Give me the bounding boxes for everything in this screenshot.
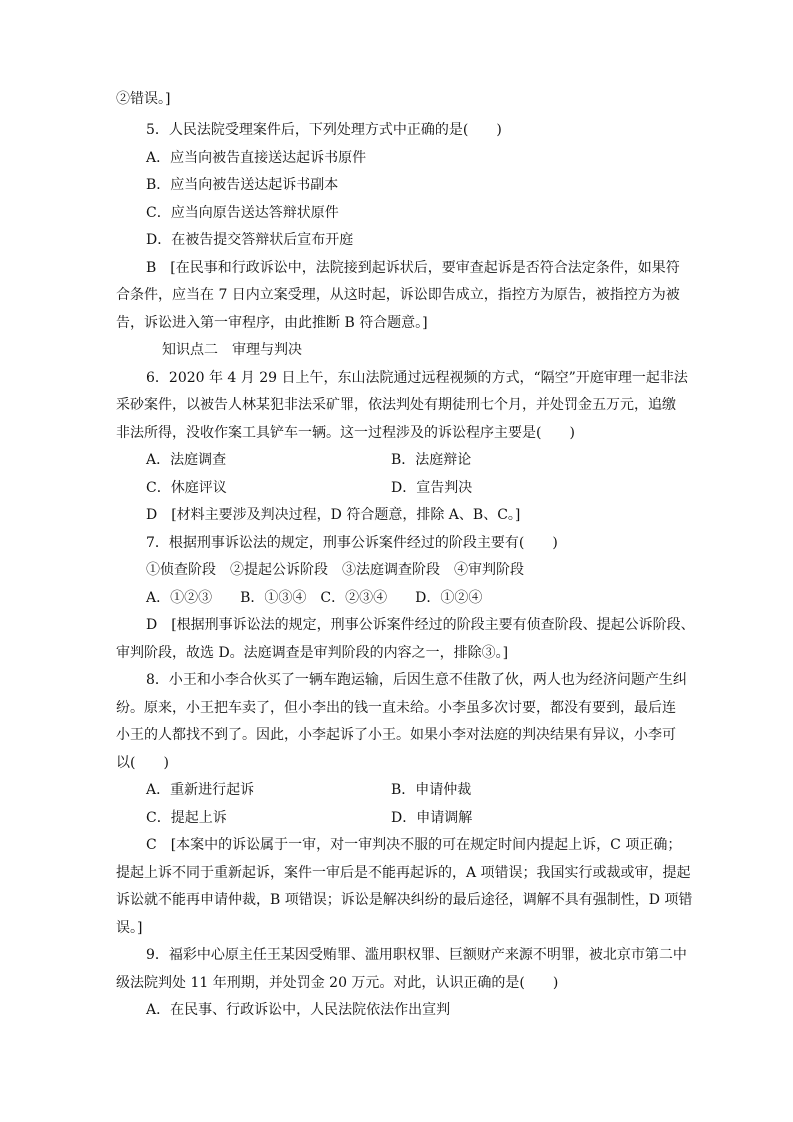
option-d: D．申请调解 — [391, 810, 473, 826]
option-a: A．应当向被告直接送达起诉书原件 — [146, 150, 367, 166]
option-b: B．应当向被告送达起诉书副本 — [146, 177, 339, 193]
question-8: 8．小王和小李合伙买了一辆车跑运输，后因生意不佳散了伙，两人也为经济问题产生纠 — [146, 672, 687, 688]
question-text-line: 纷。原来，小王把车卖了，但小李出的钱一直未给。小李虽多次讨要，都没有要到，最后连 — [116, 700, 676, 716]
answer-7: D [根据刑事诉讼法的规定，刑事公诉案件经过的阶段主要有侦查阶段、提起公诉阶段、 — [146, 617, 695, 633]
text-line: ②错误。] — [116, 91, 171, 107]
question-6: 6．2020 年 4 月 29 日上午，东山法院通过远程视频的方式，“隔空”开庭审理一起非法 — [146, 370, 688, 386]
question-text-line: 采砂案件，以被告人林某犯非法采矿罪，依法判处有期徒刑七个月，并处罚金五万元，追缴 — [116, 397, 676, 413]
section-heading: 知识点二 审理与判决 — [162, 342, 302, 358]
answer-5: B [在民事和行政诉讼中，法院接到起诉状后，要审查起诉是否符合法定条件，如果符 — [146, 260, 680, 276]
question-text-line: 以( ) — [116, 755, 169, 771]
answer-text-line: 告，诉讼进入第一审程序，由此推断 B 符合题意。] — [116, 315, 428, 331]
answer-text-line: 诉讼就不能再申请仲裁，B 项错误；诉讼是解决纠纷的最后途径，调解不具有强制性，D 项错 — [116, 892, 693, 908]
answer-8: C [本案中的诉讼属于一审，对一审判决不服的可在规定时间内提起上诉，C 项正确； — [146, 837, 682, 853]
option-a: A．在民事、行政诉讼中，人民法院依法作出宣判 — [146, 1002, 451, 1018]
question-text-line: 非法所得，没收作案工具铲车一辆。这一过程涉及的诉讼程序主要是( ) — [116, 425, 575, 441]
option-a: A．法庭调查 — [146, 452, 227, 468]
question-text-line: 小王的人都找不到了。因此，小李起诉了小王。如果小李对法庭的判决结果有异议，小李可 — [116, 727, 676, 743]
option-c: C．应当向原告送达答辩状原件 — [146, 205, 339, 221]
answer-6: D [材料主要涉及判决过程，D 符合题意，排除 A、B、C。] — [146, 507, 521, 523]
option-d: D．在被告提交答辩状后宣布开庭 — [146, 232, 354, 248]
option-b: B．申请仲裁 — [391, 782, 472, 798]
option-a: A．重新进行起诉 — [146, 782, 255, 798]
options-row: A．①②③ B．①③④ C．②③④ D．①②④ — [146, 590, 483, 606]
question-9: 9．福彩中心原主任王某因受贿罪、滥用职权罪、巨额财产来源不明罪，被北京市第二中 — [146, 947, 687, 963]
option-c: C．提起上诉 — [146, 810, 227, 826]
answer-text-line: 审判阶段，故选 D。法庭调查是审判阶段的内容之一，排除③。] — [116, 645, 509, 661]
answer-text-line: 提起上诉不同于重新起诉，案件一审后是不能再起诉的，A 项错误；我国实行或裁或审，提起 — [116, 865, 691, 881]
question-7: 7．根据刑事诉讼法的规定，刑事公诉案件经过的阶段主要有( ) — [146, 535, 558, 551]
question-5: 5．人民法院受理案件后，下列处理方式中正确的是( ) — [146, 122, 502, 138]
answer-text-line: 合条件，应当在 7 日内立案受理，从这时起，诉讼即告成立，指控方为原告，被指控方为被 — [116, 287, 680, 303]
question-text-line: 级法院判处 11 年刑期，并处罚金 20 万元。对此，认识正确的是( ) — [116, 975, 559, 991]
statement-list: ①侦查阶段 ②提起公诉阶段 ③法庭调查阶段 ④审判阶段 — [146, 562, 524, 578]
option-b: B．法庭辩论 — [391, 452, 472, 468]
answer-text-line: 误。] — [116, 920, 143, 936]
option-d: D．宣告判决 — [391, 480, 473, 496]
option-c: C．休庭评议 — [146, 480, 227, 496]
